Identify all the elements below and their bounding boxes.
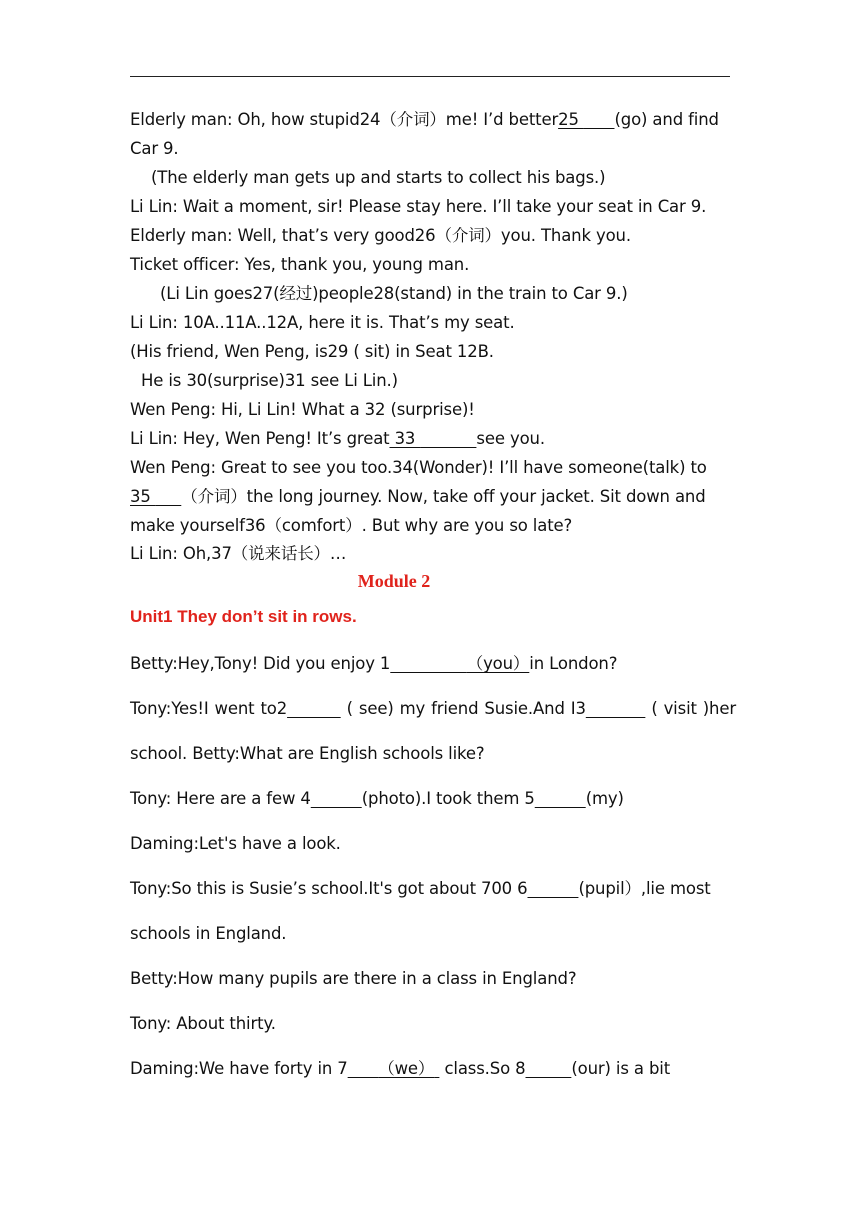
dialogue-line: Wen Peng: Great to see you too.34(Wonder)! I’ll have someone(talk) to (130, 458, 707, 477)
answer-blank-2 (287, 699, 341, 718)
stage-direction: He is 30(surprise)31 see Li Lin.) (141, 371, 398, 390)
line-text: Li Lin: Hey, Wen Peng! It’s great (130, 429, 390, 448)
dialogue-line: make yourself36（comfort）. But why are you so late? (130, 516, 573, 535)
dialogue-line: Wen Peng: Hi, Li Lin! What a 32 (surprise)! (130, 400, 475, 419)
answer-blank-5 (535, 789, 586, 808)
answer-blank-8 (526, 1059, 572, 1078)
answer-blank-3 (586, 699, 646, 718)
exercise-line: Daming:We have forty in 7 （we） class.So 8 (our) is a bit (130, 1059, 671, 1078)
stage-direction: (Li Lin goes27(经过)people28(stand) in the train to Car 9.) (160, 284, 628, 303)
line-text: Elderly man: Oh, how stupid24（介词）me! I’d better (130, 110, 559, 129)
dialogue-line: Car 9. (130, 139, 179, 158)
exercise-line: Tony:So this is Susie’s school.It's got about 700 6 (pupil）,lie most (130, 879, 711, 898)
dialogue-line (130, 428, 736, 450)
stage-direction: (The elderly man gets up and starts to collect his bags.) (151, 168, 606, 187)
exercise-line: school. Betty:What are English schools like? (130, 744, 485, 763)
exercise-line: Tony:Yes!I went to2 ( see) my friend Susie.And I3 ( visit )her (130, 699, 737, 718)
line-text: (go) and find (614, 110, 719, 129)
stage-direction: (His friend, Wen Peng, is29 ( sit) in Seat 12B. (130, 342, 494, 361)
answer-blank-33: 33 (389, 429, 421, 448)
dialogue-line: Elderly man: Well, that’s very good26（介词）you. Thank you. (130, 226, 631, 245)
header-rule (130, 76, 730, 77)
dialogue-line (130, 109, 736, 131)
answer-blank-35: 35 (130, 487, 156, 506)
dialogue-line: Li Lin: Wait a moment, sir! Please stay here. I’ll take your seat in Car 9. (130, 197, 707, 216)
exercise-line: schools in England. (130, 924, 287, 943)
exercise-line: Betty:How many pupils are there in a class in England? (130, 969, 577, 988)
answer-blank-4 (311, 789, 362, 808)
dialogue-line (130, 486, 736, 508)
exercise-line: Tony: About thirty. (130, 1014, 276, 1033)
answer-blank-7: （we） (378, 1059, 435, 1078)
exercise-line: Tony: Here are a few 4 (photo).I took them 5 (my) (130, 789, 624, 808)
exercise-line: Betty:Hey,Tony! Did you enjoy 1 （you）in London? (130, 654, 618, 673)
dialogue-line: Ticket officer: Yes, thank you, young man. (130, 255, 470, 274)
line-text: （介词）the long journey. Now, take off your jacket. Sit down and (181, 487, 706, 506)
answer-blank-1: （you） (466, 654, 530, 673)
dialogue-line: Li Lin: Oh,37（说来话长）… (130, 544, 347, 563)
answer-blank-6 (527, 879, 578, 898)
dialogue-line: Li Lin: 10A..11A..12A, here it is. That’s my seat. (130, 313, 515, 332)
exercise-line: Daming:Let's have a look. (130, 834, 341, 853)
line-text: see you. (476, 429, 545, 448)
unit-heading: Unit1 They don’t sit in rows. (130, 607, 357, 626)
answer-blank-25: 25 (558, 110, 584, 129)
module-heading: Module 2 (357, 571, 431, 591)
